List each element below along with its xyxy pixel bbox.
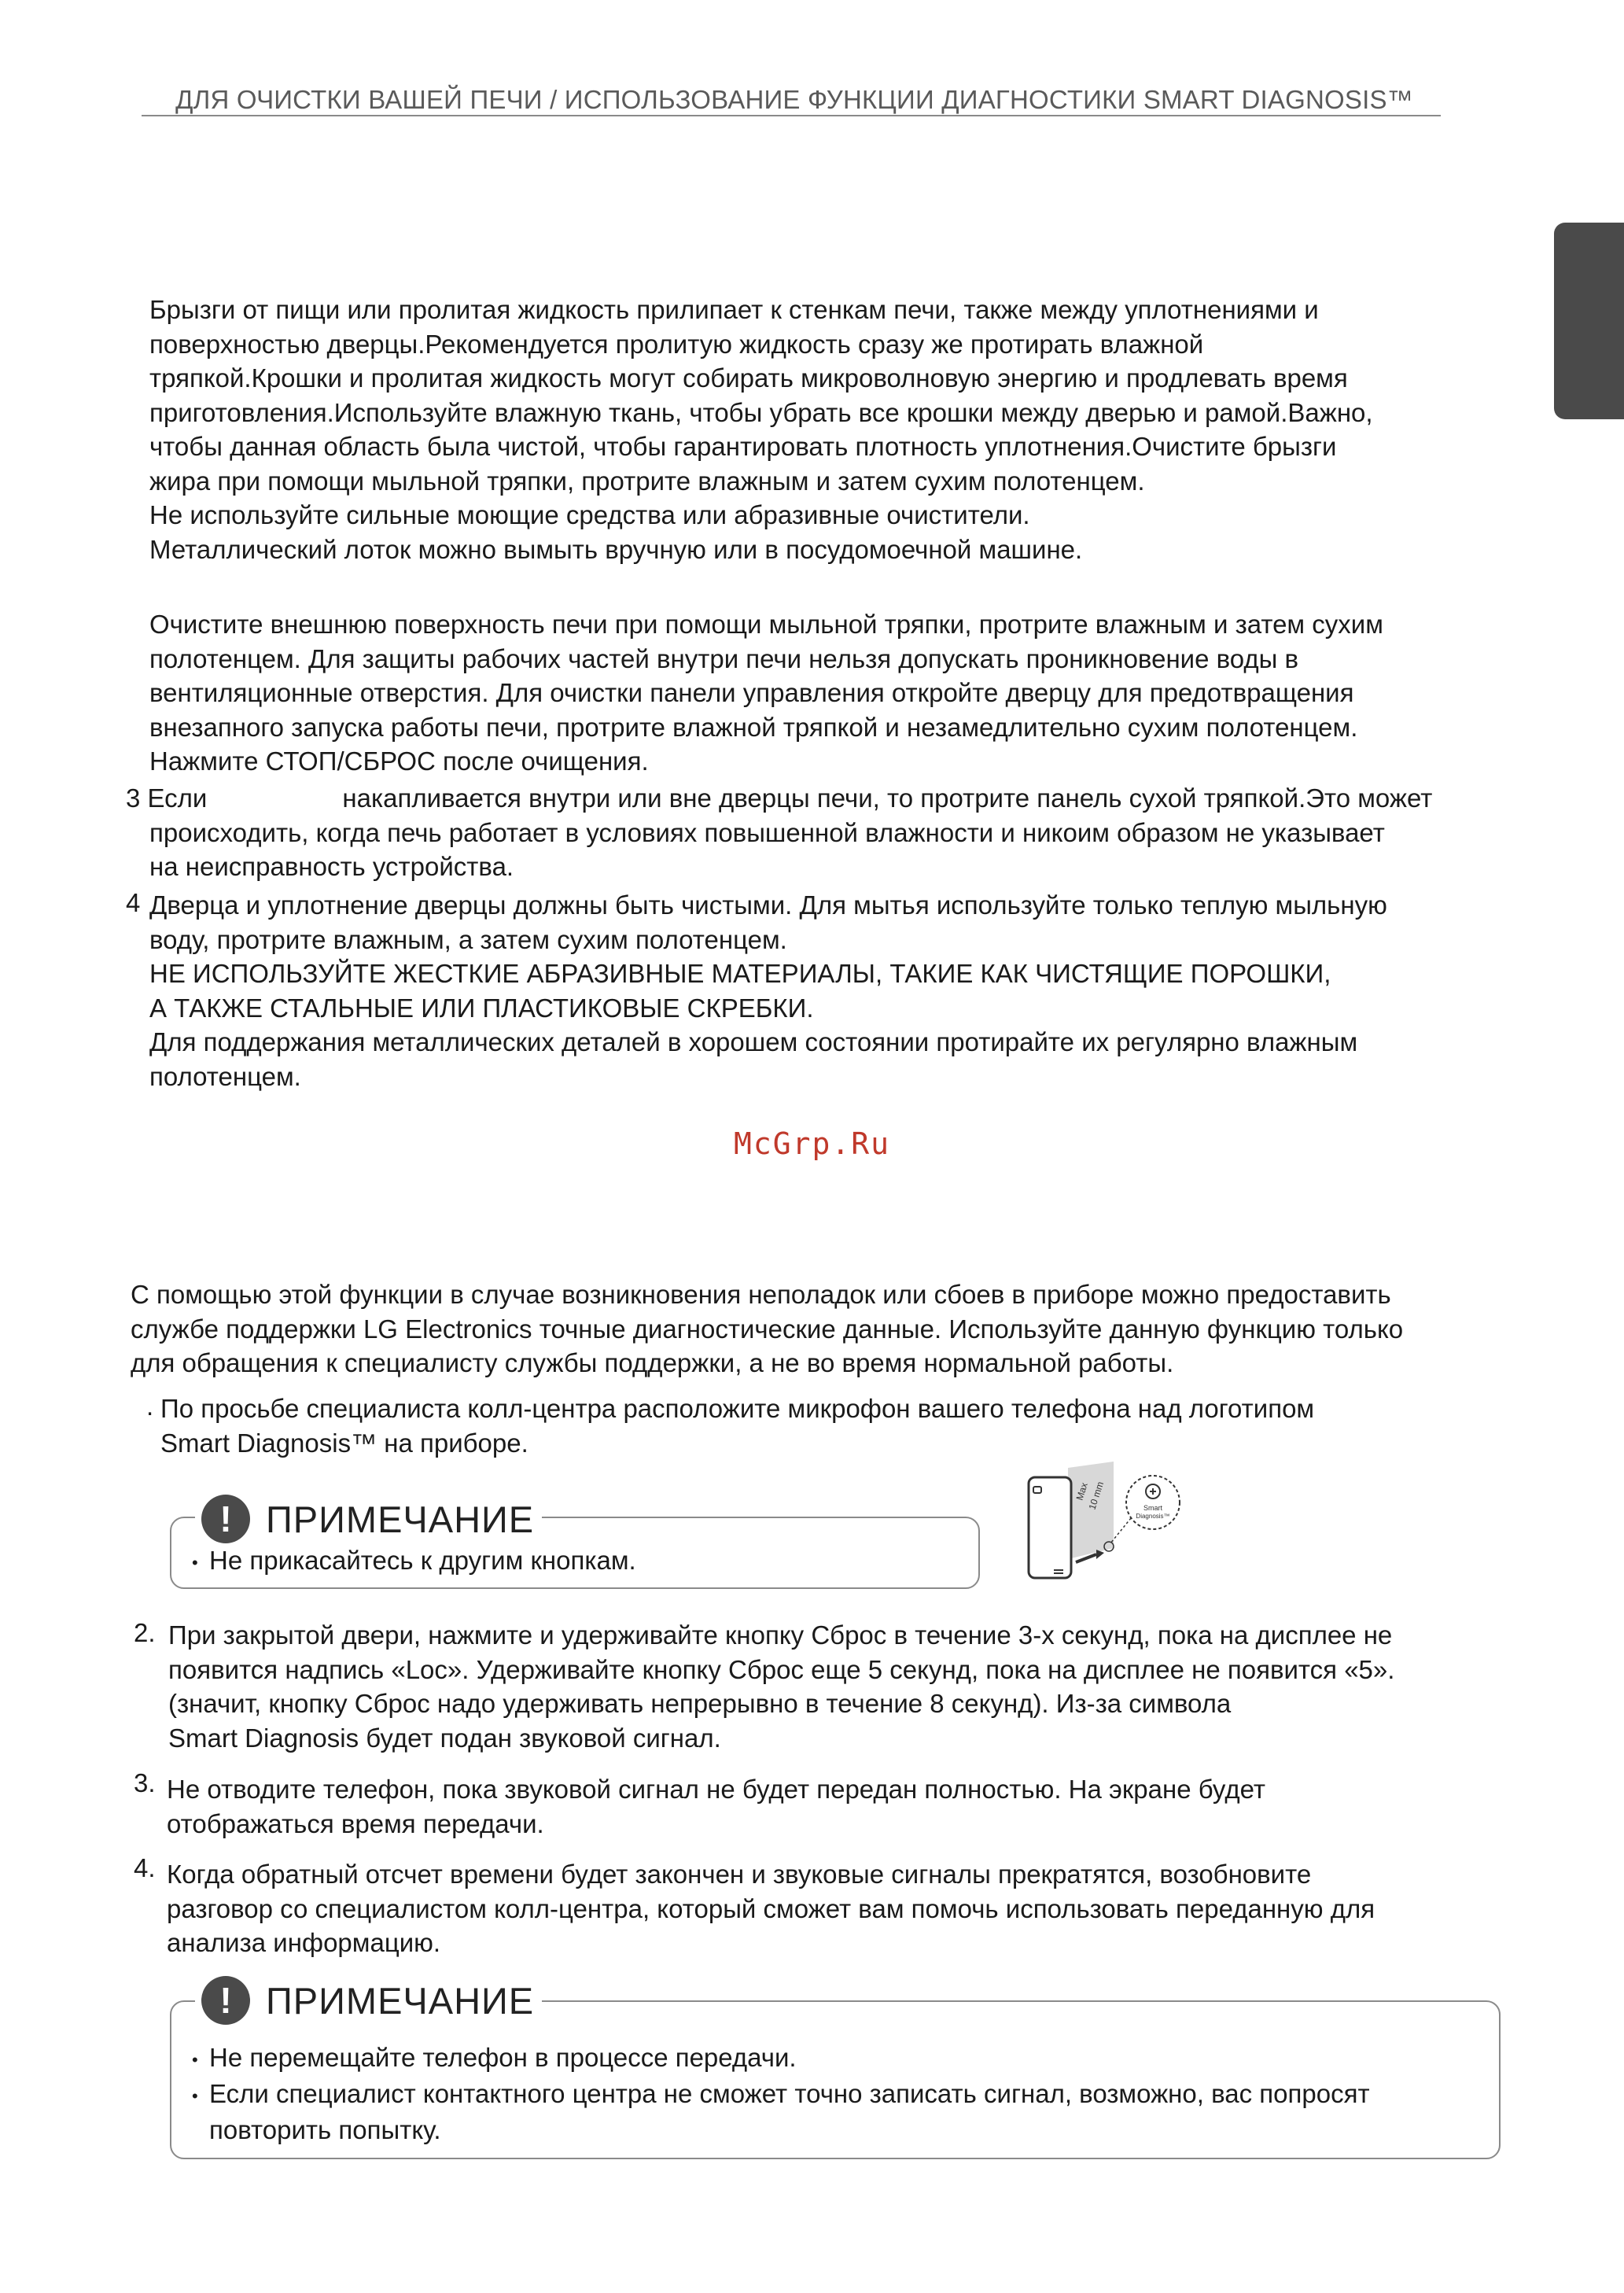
diagnosis-step-1 [160,1392,1314,1460]
cleaning-item-4 [149,888,1387,1093]
text-fragment: Если [147,783,208,813]
text-line: для обращения к специалисту службы поддержки, а не во время нормальной работы. [131,1348,1174,1377]
text-line: НЕ ИСПОЛЬЗУЙТЕ ЖЕСТКИЕ АБРАЗИВНЫЕ МАТЕРИАЛЫ, ТАКИЕ КАК ЧИСТЯЩИЕ ПОРОШКИ, [149,959,1331,988]
header-divider [142,115,1441,116]
note-2-bullet-text: Не перемещайте телефон в процессе передачи. [209,2043,797,2072]
diagnosis-step-3 [167,1772,1265,1841]
note-2-bullet-continuation: повторить попытку. [209,2115,441,2145]
smart-diagnosis-illustration [1021,1462,1186,1592]
text-line: вентиляционные отверстия. Для очистки панели управления откройте дверцу для предотвращения [149,678,1354,707]
text-line: внезапного запуска работы печи, протрите влажной тряпкой и незамедлительно сухим полотенцем. [149,712,1358,742]
text-line: на неисправность устройства. [149,852,514,881]
text-line: Очистите внешнюю поверхность печи при помощи мыльной тряпки, протрите влажным и затем сухим [149,610,1383,639]
text-fragment: накапливается внутри или вне дверцы печи, то протрите панель сухой тряпкой.Это может [342,783,1433,813]
page-header-title: ДЛЯ ОЧИСТКИ ВАШЕЙ ПЕЧИ / ИСПОЛЬЗОВАНИЕ ФУНКЦИИ ДИАГНОСТИКИ SMART DIAGNOSIS™ [175,85,1413,114]
text-line: С помощью этой функции в случае возникновения неполадок или сбоев в приборе можно предоставить [131,1280,1391,1309]
diagnosis-step-2 [168,1618,1394,1755]
item-number: 4 [126,888,141,917]
step-number: 2. [134,1618,156,1647]
exclamation-icon: ! [201,1495,250,1543]
note-2-bullet-text: Если специалист контактного центра не сможет точно записать сигнал, возможно, вас попросят [209,2079,1370,2109]
max-label: Max [1073,1481,1090,1502]
text-line: появится надпись «Loc». Удерживайте кнопку Сброс еще 5 секунд, пока на дисплее не появится «5». [168,1654,1395,1684]
smart-label: Smart [1143,1504,1163,1512]
text-line: приготовления.Используйте влажную ткань, чтобы убрать все крошки между дверью и рамой.Важно, [149,397,1373,427]
text-line: Не используйте сильные моющие средства или абразивные очистители. [149,500,1030,529]
cleaning-exterior-paragraph [149,607,1383,779]
note-2-bullets [192,2040,1370,2147]
text-line: Smart Diagnosis будет подан звуковой сигнал. [168,1723,721,1753]
bullet-icon: • [192,1552,198,1572]
step-number: . [146,1392,154,1421]
diagnosis-step-4 [167,1857,1375,1960]
text-line: службе поддержки LG Electronics точные диагностические данные. Используйте данную функцию только [131,1314,1404,1344]
note-1-title: ПРИМЕЧАНИЕ [266,1498,535,1540]
text-line: отображаться время передачи. [167,1808,544,1838]
text-line: полотенцем. Для защиты рабочих частей внутри печи нельзя допускать проникновение воды в [149,643,1299,673]
text-line: (значит, кнопку Сброс надо удерживать непрерывно в течение 8 секунд). Из-за символа [168,1689,1232,1718]
diagnosis-label: Diagnosis™ [1136,1513,1170,1520]
text-line: По просьбе специалиста колл-центра расположите микрофон вашего телефона над логотипом [160,1394,1315,1423]
bullet-icon: • [192,2085,198,2106]
text-line: А ТАКЖЕ СТАЛЬНЫЕ ИЛИ ПЛАСТИКОВЫЕ СКРЕБКИ. [149,993,814,1023]
watermark-text: McGrp.Ru [733,1126,891,1161]
text-line: тряпкой.Крошки и пролитая жидкость могут собирать микроволновую энергию и продлевать время [149,363,1348,393]
note-1-header [195,1491,542,1546]
text-line: Smart Diagnosis™ на приборе. [160,1428,528,1458]
text-line: жира при помощи мыльной тряпки, протрите влажным и затем сухим полотенцем. [149,466,1145,496]
note-1-bullet-text: Не прикасайтесь к другим кнопкам. [209,1546,636,1575]
bullet-icon: • [192,2049,198,2070]
text-line: чтобы данная область была чистой, чтобы гарантировать плотность уплотнения.Очистите брызги [149,432,1337,461]
text-line: воду, протрите влажным, а затем сухим полотенцем. [149,924,787,954]
exclamation-icon: ! [201,1976,250,2025]
text-line: Когда обратный отсчет времени будет закончен и звуковые сигналы прекратятся, возобновите [167,1860,1312,1889]
text-line: При закрытой двери, нажмите и удерживайте кнопку Сброс в течение 3-х секунд, пока на дисплее не [168,1620,1393,1650]
text-line: поверхностью дверцы.Рекомендуется пролитую жидкость сразу же протирать влажной [149,329,1204,359]
mm-label: 10 mm [1086,1480,1107,1511]
note-2-header [195,1973,542,2028]
side-section-tab [1554,223,1624,419]
text-line: происходить, когда печь работает в условиях повышенной влажности и никоим образом не указывает [149,817,1385,847]
note-2-title: ПРИМЕЧАНИЕ [266,1979,535,2022]
note-1-bullet [192,1543,636,1580]
text-line: Дверца и уплотнение дверцы должны быть чистыми. Для мытья используйте только теплую мыльную [149,890,1387,920]
note-2-bullet [192,2077,1370,2113]
diagnosis-intro-paragraph [131,1277,1403,1381]
text-line: Для поддержания металлических деталей в хорошем состоянии протирайте их регулярно влажным [149,1027,1358,1056]
note-2-bullet [192,2040,1370,2077]
text-line: разговор со специалистом колл-центра, который сможет вам помочь использовать переданную для [167,1893,1375,1923]
appliance-panel-shape [1068,1462,1114,1559]
cleaning-item-3 [126,781,1432,884]
item-number: 3 [126,783,141,813]
step-number: 4. [134,1853,156,1882]
text-line: Брызги от пищи или пролитая жидкость прилипает к стенкам печи, также между уплотнениями и [149,295,1319,324]
phone-illustration-graphic [1021,1462,1186,1592]
text-line: Не отводите телефон, пока звуковой сигнал не будет передан полностью. На экране будет [167,1775,1265,1804]
text-line: Нажмите СТОП/СБРОС после очищения. [149,747,649,776]
text-line: Металлический лоток можно вымыть вручную или в посудомоечной машине. [149,534,1083,564]
text-line: полотенцем. [149,1061,301,1091]
step-number: 3. [134,1768,156,1797]
cleaning-interior-paragraph [149,293,1373,566]
text-line: анализа информацию. [167,1928,441,1957]
